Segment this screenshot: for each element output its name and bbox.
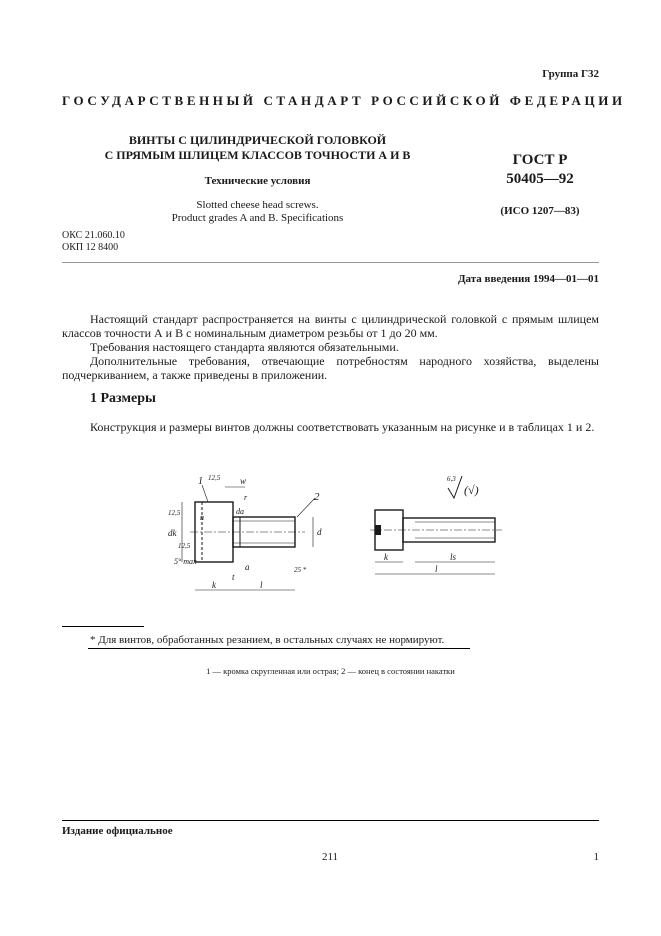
footnote-underline (88, 648, 470, 649)
title-line-1: ВИНТЫ С ЦИЛИНДРИЧЕСКОЙ ГОЛОВКОЙ (128, 133, 387, 147)
leader-1 (202, 485, 208, 502)
header-divider (62, 262, 599, 263)
roughness-12-5-head: 12,5 (178, 542, 191, 550)
english-title (60, 199, 455, 225)
label-d: d (317, 527, 322, 537)
leader-2 (297, 498, 315, 517)
side-label-l: l (435, 564, 438, 574)
screw-drawing-front (160, 470, 340, 610)
paragraph-scope: Настоящий стандарт распространяется на винты с цилиндрической головкой с прямым шлицем классов точности А и В с номинальным диаметром резьбы от 1 до 20 мм. (62, 312, 599, 340)
screw-drawing-side (360, 470, 510, 580)
label-l: l (260, 580, 263, 590)
roughness-12-5-left: 12,5 (168, 509, 181, 517)
footnote-divider (62, 626, 144, 627)
label-r: r (244, 493, 248, 502)
standard-title: ГОСУДАРСТВЕННЫЙ СТАНДАРТ РОССИЙСКОЙ ФЕДЕРАЦИИ (62, 93, 626, 108)
label-da: da (236, 507, 244, 516)
figure-legend: 1 — кромка скругленная или острая; 2 — конец в состоянии накатки (206, 666, 455, 676)
footer-divider (62, 820, 599, 821)
iso-reference: (ИСО 1207—83) (500, 205, 580, 217)
side-label-k: k (384, 552, 388, 562)
paragraph-mandatory: Требования настоящего стандарта являются обязательными. (90, 340, 399, 354)
label-w: w (240, 476, 247, 486)
section-heading: 1 Размеры (90, 391, 156, 406)
gost-number (480, 151, 600, 189)
callout-1: 1 (198, 476, 203, 487)
document-subtitle: Технические условия (204, 175, 311, 187)
paragraph-construction: Конструкция и размеры винтов должны соответствовать указанным на рисунке и в таблицах 1 и 2. (90, 420, 595, 434)
label-dk: dk (168, 528, 177, 538)
footnote: * Для винтов, обработанных резанием, в остальных случаях не нормируют. (90, 634, 445, 646)
page-number: 211 (321, 851, 339, 863)
label-n: n (200, 513, 204, 522)
label-k: k (212, 580, 216, 590)
label-t: t (232, 572, 235, 582)
roughness-paren: (√) (464, 483, 479, 497)
roughness-6-3: 6,3 (447, 475, 456, 483)
edition-label: Издание официальное (62, 825, 173, 837)
sheet-number: 1 (593, 851, 599, 863)
paragraph-additional: Дополнительные требования, отвечающие потребностям народного хозяйства, выделены подчеркиванием, а также приведены в приложении. (62, 354, 599, 382)
roughness-25: 25 * (294, 566, 307, 574)
roughness-12-5-top: 12,5 (208, 474, 221, 482)
title-line-2: С ПРЯМЫМ ШЛИЦЕМ КЛАССОВ ТОЧНОСТИ А И В (104, 148, 411, 162)
callout-2: 2 (314, 491, 320, 503)
english-title-line-1: Slotted cheese head screws. (196, 199, 319, 211)
side-label-ls: ls (450, 552, 457, 562)
gost-line-1: ГОСТ Р (512, 152, 568, 168)
english-title-line-2: Product grades A and B. Specifications (171, 212, 344, 224)
gost-line-2: 50405—92 (506, 171, 574, 187)
okp-code: ОКП 12 8400 (62, 242, 119, 253)
label-a: a (245, 562, 250, 572)
document-title (60, 133, 455, 163)
group-code: Группа Г32 (542, 68, 599, 80)
classification-codes (62, 230, 125, 254)
introduction-date: Дата введения 1994—01—01 (457, 273, 599, 285)
angle-5-max: 5° max (174, 557, 197, 566)
okc-code: ОКС 21.060.10 (62, 230, 125, 241)
